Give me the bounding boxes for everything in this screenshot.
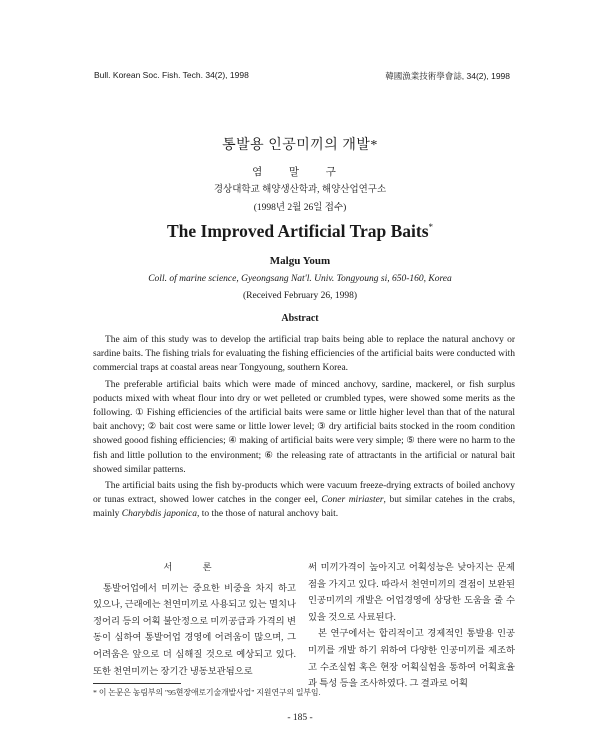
abstract-paragraph: The aim of this study was to develop the artificial trap baits being able to replace the natural anchovy or sardine baits. The fishing trials for evaluating the fishing efficiencies of the artificial baits were conducted with commercial traps at coastal areas near Tongyoung, southern Korea. [93, 335, 515, 374]
english-received-date: (Received February 26, 1998) [243, 291, 357, 301]
page-number: - 185 - [287, 713, 313, 723]
abstract-text: , but similar catehes in the crabs, mainly [93, 495, 515, 520]
english-title-text: The Improved Artificial Trap Baits [166, 221, 429, 241]
body-paragraph: 써 미끼가격이 높아지고 어획성능은 낮아지는 문제점을 가지고 있다. 따라서 천연미끼의 결점이 보완된 인공미끼의 개발은 어업경영에 상당한 도움을 줄 수 있을 것으로 사료된다. [308, 563, 515, 623]
korean-affiliation: 경상대학교 해양생산학과, 해양산업연구소 [213, 185, 387, 195]
abstract-paragraph [93, 479, 515, 522]
english-title [0, 221, 600, 242]
journal-header-left: Bull. Korean Soc. Fish. Tech. 34(2), 1998 [94, 70, 249, 80]
body-left-column [93, 560, 296, 680]
english-author: Malgu Youm [269, 255, 331, 267]
body-paragraph: 통발어업에서 미끼는 중요한 비중을 차지 하고 있으나, 근래에는 천연미끼로 사용되고 있는 멸치나 정어리 등의 어획 불안정으로 미끼공급과 가격의 변동이 심하여 통발어업 경영에 어려움이 많으며, 그 어려움은 앞으로 더 심해질 것으로 예상되고 있다. 또한 천연미끼는 장기간 냉동보관됨으로 [93, 583, 296, 677]
journal-header-right: 韓國漁業技術學會誌, 34(2), 1998 [385, 71, 510, 81]
abstract-body [93, 333, 515, 522]
abstract-text: The artificial baits using the fish by-products which were vacuum freeze-drying extracts of boiled anchovy or tunas extract, showed lower catches in the conger eel, [93, 481, 515, 506]
korean-title-text: 통발용 인공미끼의 개발 [222, 138, 371, 153]
footnote: * 이 논문은 농림부의 "95현장애로기술개발사업" 지원연구의 일부임. [93, 688, 321, 697]
footnote-divider [93, 683, 181, 684]
species-name: Charybdis japonica [121, 509, 197, 520]
english-title-mark: * [428, 222, 434, 233]
abstract-paragraph: The preferable artificial baits which were made of minced anchovy, sardine, mackerel, or fish surplus poducts mixed with wheat flour into dry or wet pelleted or crumbled types, were showed some merits as the following. ① Fishing efficiencies of the artificial baits were same or little higher level than that of the natural bait anchovy; ② bait cost were same or little lower level; ③ dry artificial baits stocked in the room condition showed goood fishing efficiencies; ④ making of artificial baits were very simple; ⑤ there were no harm to the fish and little pollution to the environment; ⑥ the releasing rate of attractants in the artificial or natural bait showed similar patterns. [93, 379, 515, 475]
species-name: Coner miriaster [321, 495, 384, 506]
body-paragraph: 본 연구에서는 합리적이고 경제적인 통발용 인공미끼를 개발 하기 위하여 다양한 인공미끼를 제조하고 수조실험 혹은 현장 어획실험을 통하여 어획효율과 특성 등을 조사하였다. 그 결과로 어획 [308, 629, 515, 690]
korean-title-mark: * [370, 138, 378, 153]
abstract-heading: Abstract [281, 313, 319, 324]
body-right-column [308, 560, 515, 693]
section-heading: 서 론 [163, 563, 226, 573]
korean-title [0, 134, 600, 154]
korean-author: 염 말 구 [252, 167, 348, 178]
korean-received-date: (1998년 2월 26일 접수) [253, 203, 347, 213]
abstract-text: , to the those of natural anchovy bait. [196, 509, 339, 520]
english-affiliation: Coll. of marine science, Gyeongsang Nat'l. Univ. Tongyoung si, 650-160, Korea [148, 274, 452, 284]
